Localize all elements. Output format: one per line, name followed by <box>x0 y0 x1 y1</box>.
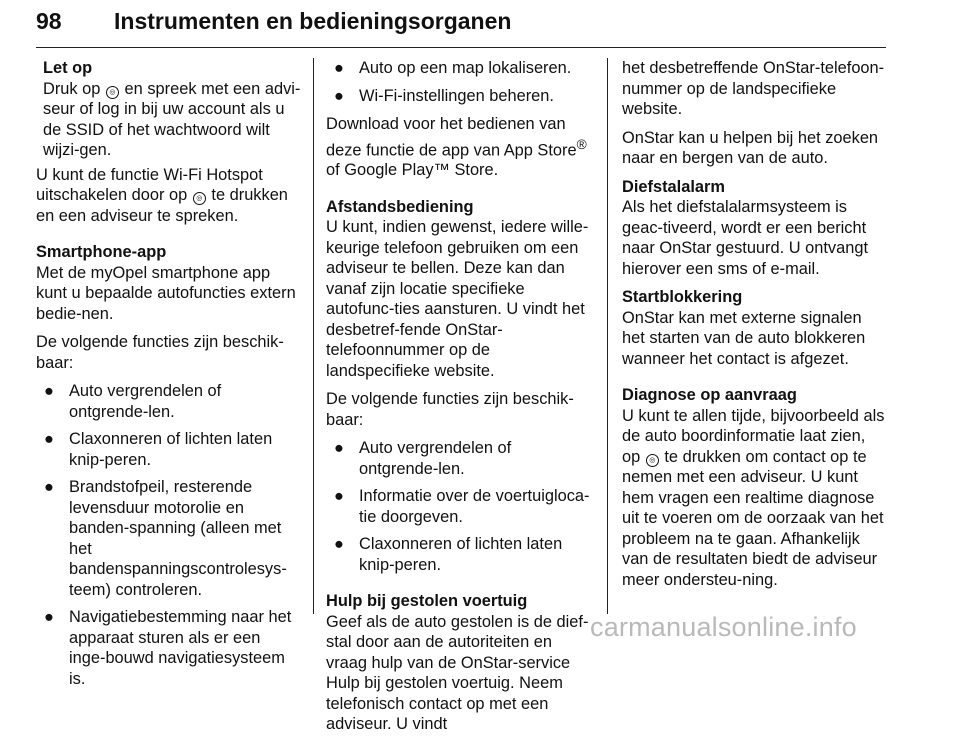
list-item: ● Navigatiebestemming naar het apparaat sturen als er een inge-bouwd navigatiesysteem is. <box>44 608 292 688</box>
stolen-vehicle-paragraph: Geef als de auto gestolen is de dief-stal door aan de autoriteiten en vraag hulp van de OnStar-service Hulp bij gestolen voertuig. Neem telefonisch contact op met een adviseur. U vindt <box>326 612 589 734</box>
diagnosis-paragraph: U kunt te allen tijde, bijvoorbeeld als de auto boordinformatie laat zien, op ◎ te drukken om contact op te nemen met een adviseur. U kunt hem vragen een realtime diagnose uit te voeren om de oorzaak van het probleem na te gaan. Afhankelijk van de resultaten biedt de adviseur meer ondersteu-ning. <box>622 406 885 589</box>
list-item: ● Auto vergrendelen of ontgrende-len. <box>44 382 222 421</box>
continued-paragraph: het desbetreffende OnStar-telefoon-nummer op de landspecifieke website. <box>622 59 885 118</box>
bullet-icon: ● <box>334 86 344 105</box>
column-divider-1 <box>313 58 314 614</box>
theft-alarm-paragraph: Als het diefstalalarmsysteem is geac-tiveerd, wordt er een bericht naar OnStar gestuurd. U ontvangt hierover een sms of e-mail. <box>622 198 869 278</box>
page-number: 98 <box>36 8 62 34</box>
functions-intro: De volgende functies zijn beschik-baar: <box>36 333 284 372</box>
start-block-paragraph: OnStar kan met externe signalen het starten van de auto blokkeren wanneer het contact is afgezet. <box>622 308 866 368</box>
download-paragraph: Download voor het bedienen van deze functie de app van App Store® of Google Play™ Store. <box>326 115 587 180</box>
bullet-icon: ● <box>44 382 54 400</box>
wifi-paragraph: U kunt de functie Wi-Fi Hotspot uitschakelen door op ◎ te drukken en een adviseur te spreken. <box>36 165 288 225</box>
bullet-icon: ● <box>334 487 344 506</box>
start-block-heading: Startblokkering <box>622 288 743 306</box>
column-divider-2 <box>607 58 608 614</box>
note-text: Druk op ◎ en spreek met een advi-seur of log in bij uw account als u de SSID of het wachtwoord wilt wijzi-gen. <box>43 79 301 159</box>
list-item: ● Claxonneren of lichten laten knip-peren. <box>44 430 273 469</box>
onstar-button-icon: ◎ <box>646 454 659 467</box>
smartphone-heading: Smartphone-app <box>36 243 167 261</box>
list-item: ● Brandstofpeil, resterende levensduur motorolie en banden-spanning (alleen met het bandenspanningscontrolesys-teem) controleren. <box>44 478 287 599</box>
remote-paragraph: U kunt, indien gewenst, iedere wille-keurige telefoon gebruiken om een adviseur te bellen. Deze kan dan vanaf zijn locatie specifieke autofunc-ties aansturen. U vindt het desbetref-fende OnStar-telefoonnummer op de landspecifieke website. <box>326 218 589 380</box>
column-2 <box>326 58 592 743</box>
column-3 <box>622 58 888 598</box>
page-header <box>36 6 886 42</box>
note-box <box>43 58 301 161</box>
remote-heading: Afstandsbediening <box>326 197 474 216</box>
bullet-icon: ● <box>334 59 344 77</box>
header-rule <box>36 47 886 48</box>
note-heading: Let op <box>43 59 93 77</box>
functions-list <box>36 381 301 689</box>
bullet-icon: ● <box>334 535 344 554</box>
watermark: carmanualsonline.info <box>590 612 857 642</box>
column-1 <box>36 58 301 697</box>
registered-mark: ® <box>576 136 587 152</box>
smartphone-paragraph: Met de myOpel smartphone app kunt u bepaalde autofuncties extern bedie-nen. <box>36 263 296 323</box>
bullet-icon: ● <box>44 478 54 496</box>
diagnosis-heading: Diagnose op aanvraag <box>622 386 797 404</box>
recovery-paragraph: OnStar kan u helpen bij het zoeken naar en bergen van de auto. <box>622 128 879 167</box>
page-title: Instrumenten en bedieningsorganen <box>114 8 512 34</box>
remote-functions-intro: De volgende functies zijn beschik-baar: <box>326 390 574 429</box>
remote-functions-list <box>326 438 592 575</box>
onstar-button-icon: ◎ <box>106 86 119 99</box>
list-item: ● Wi-Fi-instellingen beheren. <box>334 86 554 105</box>
bullet-icon: ● <box>44 608 54 626</box>
list-item: ● Informatie over de voertuigloca-tie doorgeven. <box>334 487 590 526</box>
list-item: ● Auto op een map lokaliseren. <box>334 59 572 77</box>
stolen-vehicle-heading: Hulp bij gestolen voertuig <box>326 592 528 611</box>
list-item: ● Claxonneren of lichten laten knip-peren. <box>334 535 563 574</box>
list-item: ● Auto vergrendelen of ontgrende-len. <box>334 439 512 478</box>
functions-list-continued <box>326 58 592 106</box>
bullet-icon: ● <box>44 430 54 448</box>
onstar-button-icon: ◎ <box>193 192 206 205</box>
theft-alarm-heading: Diefstalalarm <box>622 177 725 196</box>
bullet-icon: ● <box>334 439 344 458</box>
